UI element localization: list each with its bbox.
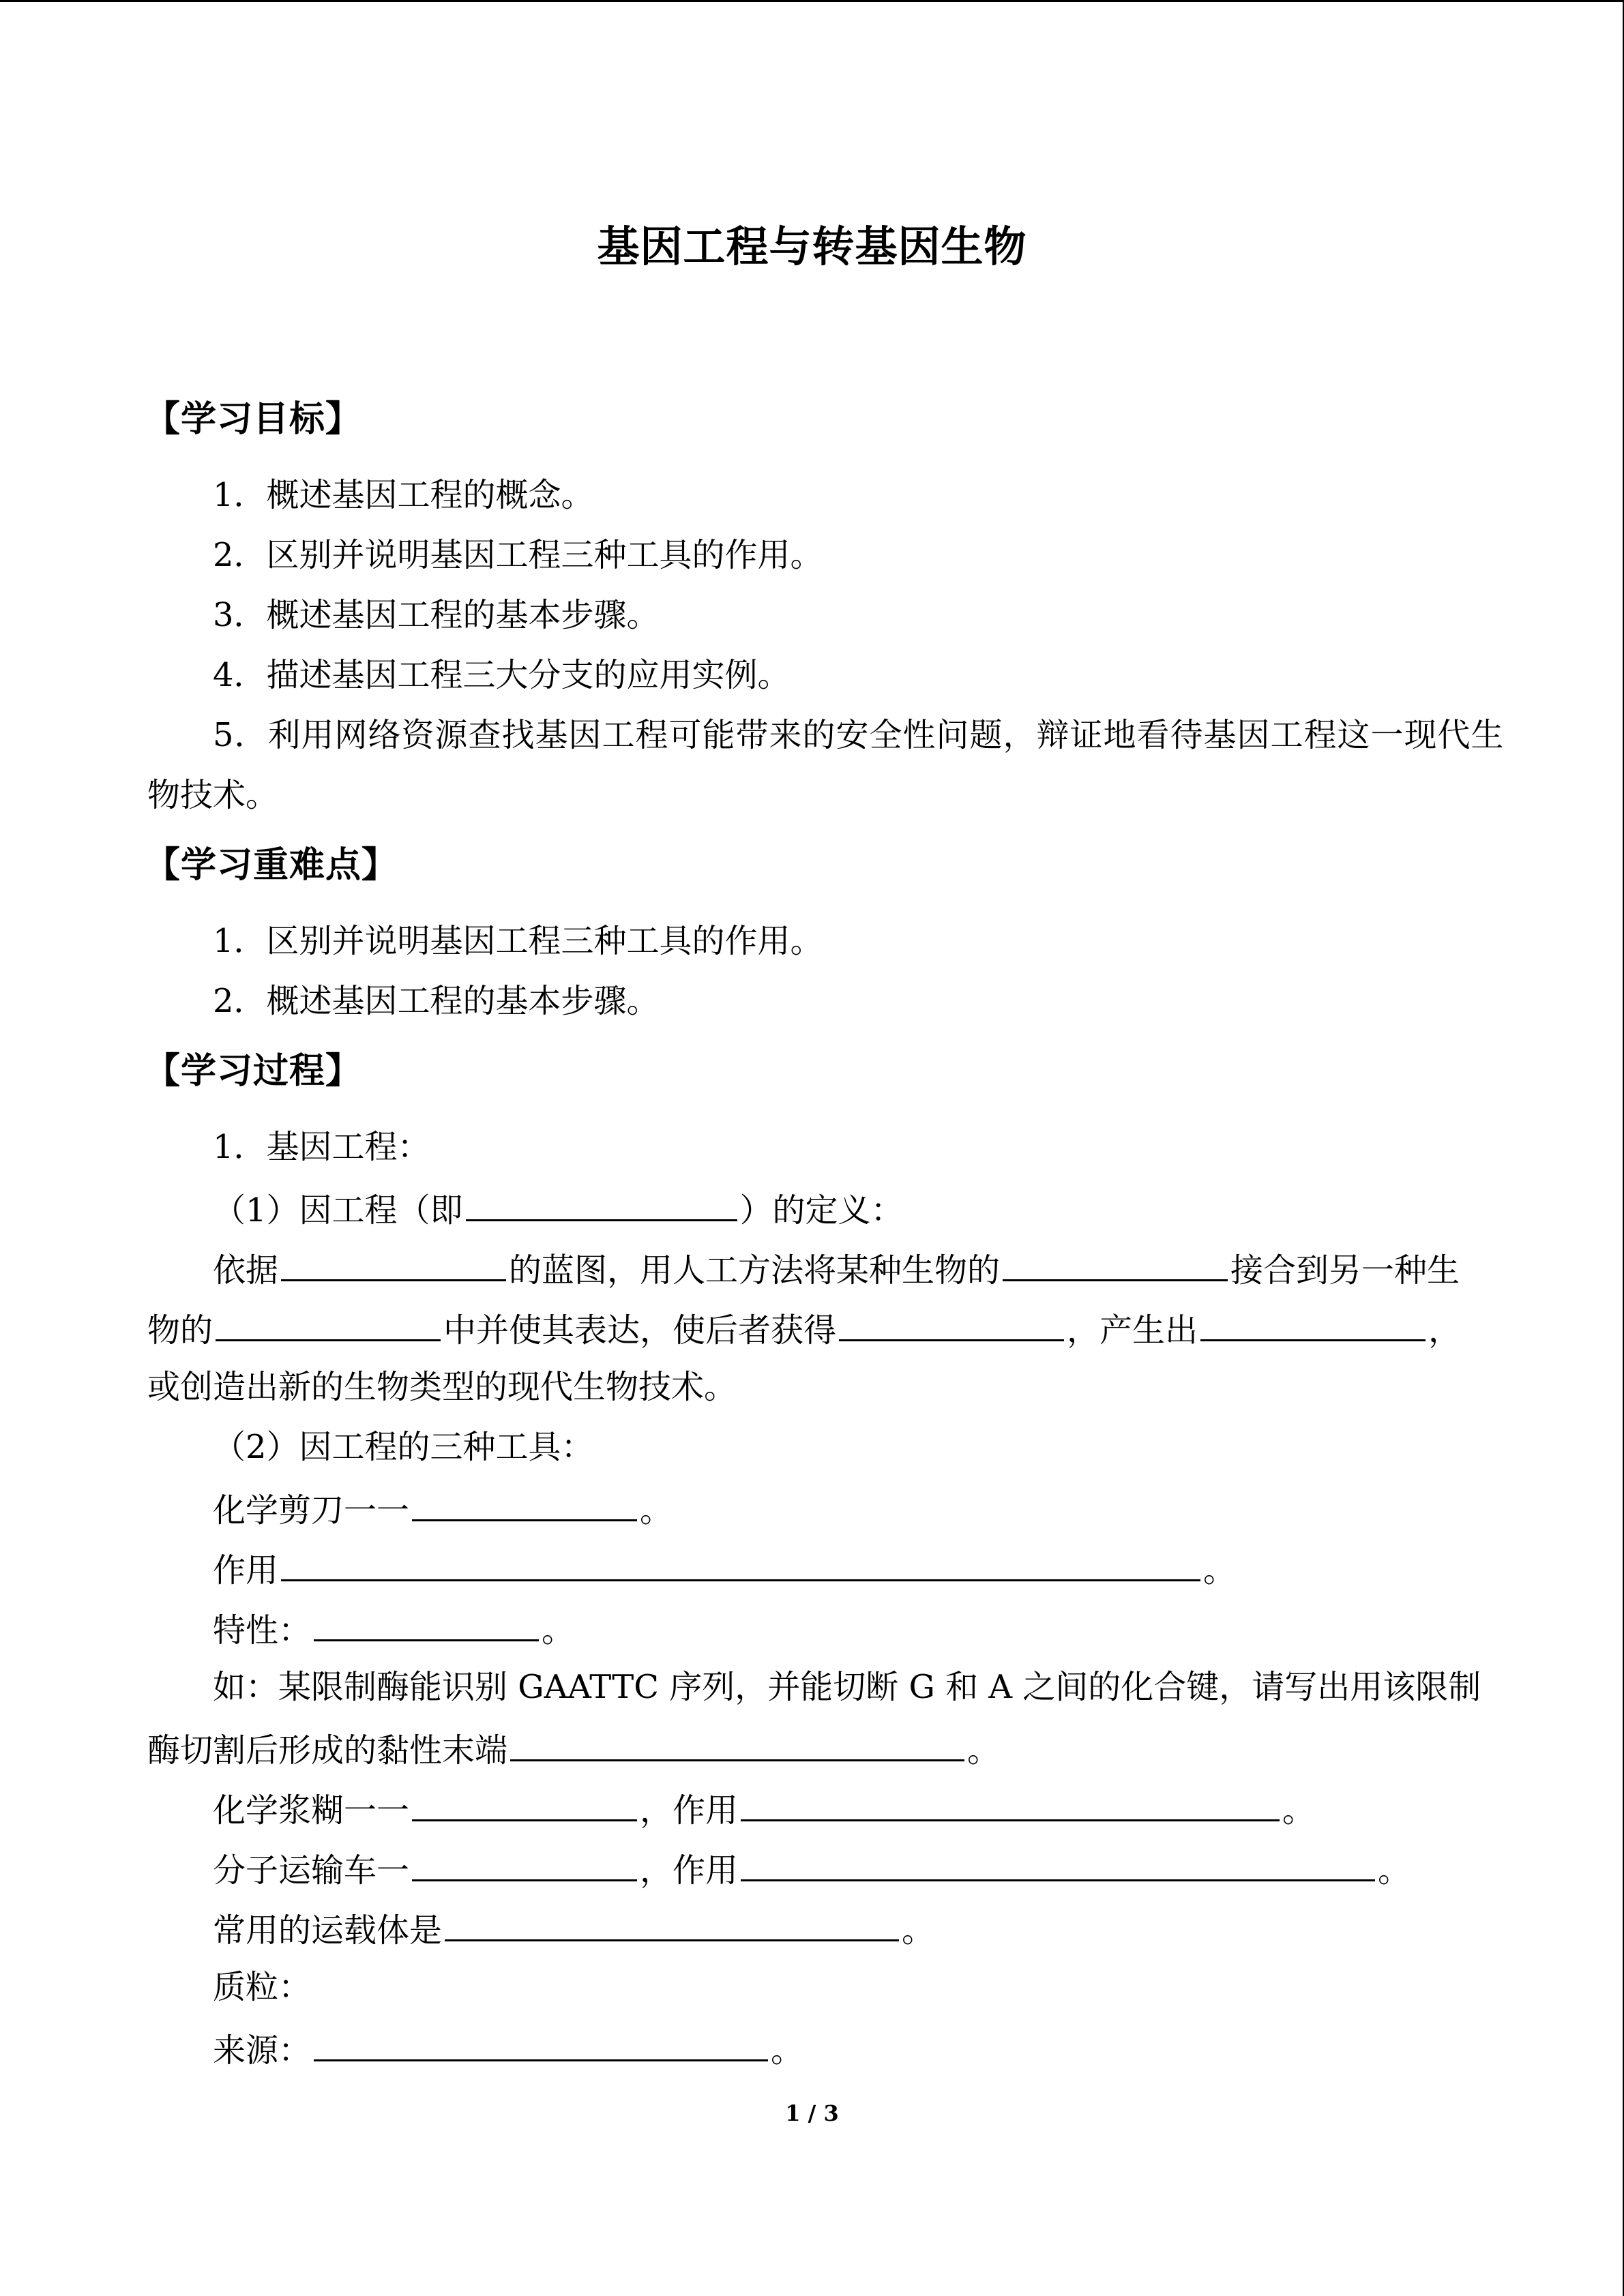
tools-heading: （2）因工程的三种工具： xyxy=(213,1428,594,1466)
blank-scissors-function[interactable] xyxy=(281,1547,1200,1581)
definition-text-2: 物的 中并使其表达，使后者获得 ，产生出 ， xyxy=(147,1307,1461,1351)
blank-blueprint[interactable] xyxy=(281,1247,506,1281)
section-keypoints: 【学习重难点】 xyxy=(145,844,398,886)
blank-scissors-property[interactable] xyxy=(314,1607,539,1641)
blank-glue-function[interactable] xyxy=(741,1787,1280,1821)
blank-source-gene[interactable] xyxy=(1003,1247,1228,1281)
objective-5: 5．利用网络资源查找基因工程可能带来的安全性问题，辩证地看待基因工程这一现代生 xyxy=(213,716,1505,754)
blank-new-trait[interactable] xyxy=(839,1307,1064,1341)
scissors-line: 化学剪刀一一 。 xyxy=(213,1487,673,1531)
blank-scissors[interactable] xyxy=(412,1487,637,1521)
objective-5-cont: 物技术。 xyxy=(147,776,279,814)
process-heading-1: 1．基因工程： xyxy=(213,1128,430,1166)
blank-product[interactable] xyxy=(1200,1307,1426,1341)
definition-line: （1）因工程（即 ）的定义： xyxy=(213,1187,904,1231)
keypoint-1: 1．区别并说明基因工程三种工具的作用。 xyxy=(213,922,823,960)
vector-line: 分子运输车一 ，作用 。 xyxy=(213,1847,1411,1891)
section-process: 【学习过程】 xyxy=(145,1050,362,1092)
blank-sticky-end[interactable] xyxy=(510,1727,964,1761)
source-line: 来源： 。 xyxy=(213,2027,803,2071)
plasmid-line: 质粒： xyxy=(213,1968,312,2006)
top-border xyxy=(0,0,1624,2)
objective-3: 3．概述基因工程的基本步骤。 xyxy=(213,596,660,634)
blank-recipient-cell[interactable] xyxy=(216,1307,441,1341)
definition-text-1: 依据 的蓝图，用人工方法将某种生物的 接合到另一种生 xyxy=(213,1247,1460,1291)
objective-4: 4．描述基因工程三大分支的应用实例。 xyxy=(213,656,791,694)
blank-engineering-alias[interactable] xyxy=(466,1187,737,1221)
blank-vector[interactable] xyxy=(412,1847,637,1881)
blank-glue[interactable] xyxy=(412,1787,637,1821)
page-title: 基因工程与转基因生物 xyxy=(597,222,1027,271)
blank-source[interactable] xyxy=(314,2027,768,2061)
glue-line: 化学浆糊一一 ，作用 。 xyxy=(213,1787,1315,1831)
section-objectives: 【学习目标】 xyxy=(145,398,362,440)
keypoint-2: 2．概述基因工程的基本步骤。 xyxy=(213,982,660,1020)
definition-text-3: 或创造出新的生物类型的现代生物技术。 xyxy=(147,1368,737,1406)
scissors-property-line: 特性： 。 xyxy=(213,1607,574,1651)
objective-1: 1．概述基因工程的概念。 xyxy=(213,476,594,514)
sticky-end-line: 酶切割后形成的黏性末端 。 xyxy=(147,1727,1000,1771)
page-number: 1 / 3 xyxy=(785,2100,839,2126)
common-vector-line: 常用的运载体是 。 xyxy=(213,1907,934,1951)
blank-vector-function[interactable] xyxy=(741,1847,1375,1881)
example-line: 如：某限制酶能识别 GAATTC 序列，并能切断 G 和 A 之间的化合键，请写出用该限制 xyxy=(213,1668,1481,1706)
blank-common-vector[interactable] xyxy=(445,1907,899,1941)
objective-2: 2．区别并说明基因工程三种工具的作用。 xyxy=(213,536,823,574)
scissors-function-line: 作用 。 xyxy=(213,1547,1236,1591)
